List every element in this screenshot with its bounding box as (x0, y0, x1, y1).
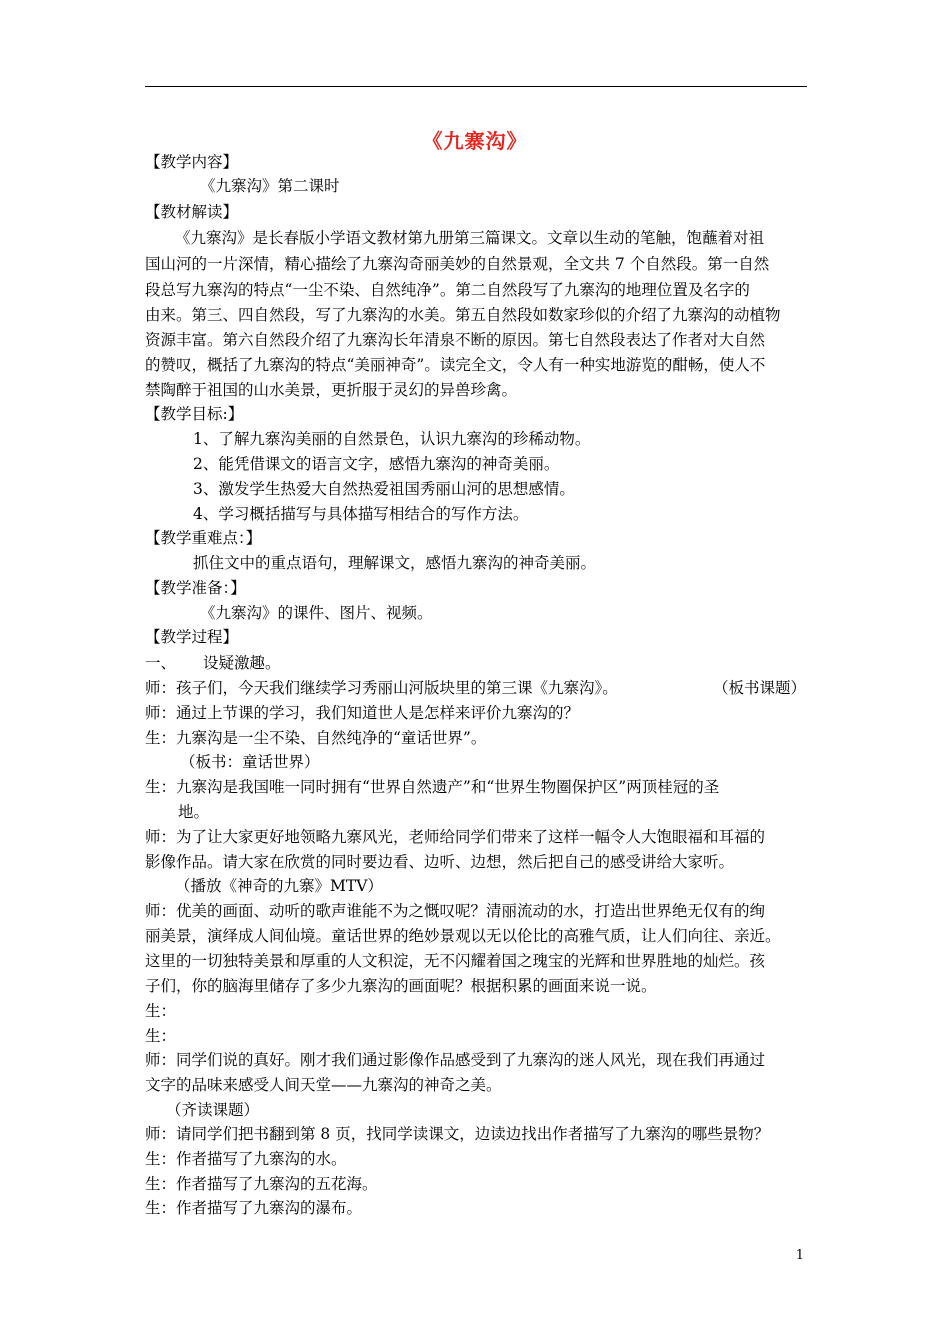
heading-keypoints: 【教学重难点：】 (145, 529, 262, 547)
heading-goals: 【教学目标:】 (145, 405, 244, 423)
goal-item: 1、了解九寨沟美丽的自然景色，认识九寨沟的珍稀动物。 (193, 430, 591, 448)
heading-material: 【教材解读】 (145, 203, 239, 221)
heading-teaching-content: 【教学内容】 (145, 153, 239, 171)
heading-preparation: 【教学准备：】 (145, 579, 246, 597)
material-line: 《九寨沟》是长春版小学语文教材第九册第三篇课文。文章以生动的笔触，饱蘸着对祖 (175, 229, 765, 247)
keypoints-text: 抓住文中的重点语句，理解课文，感悟九寨沟的神奇美丽。 (193, 554, 597, 572)
material-line: 段总写九寨沟的特点“一尘不染、自然纯净”。第二自然段写了九寨沟的地理位置及名字的 (145, 281, 750, 299)
goal-item: 2、能凭借课文的语言文字，感悟九寨沟的神奇美丽。 (193, 455, 560, 473)
material-line: 由来。第三、四自然段，写了九寨沟的水美。第五自然段如数家珍似的介绍了九寨沟的动植物 (145, 306, 781, 324)
board-note: （板书课题） (713, 679, 807, 697)
material-line: 资源丰富。第六自然段介绍了九寨沟长年清泉不断的原因。第七自然段表达了作者对大自然 (145, 331, 766, 349)
dialogue-line: 这里的一切独特美景和厚重的人文积淀，无不闪耀着国之瑰宝的光辉和世界胜地的灿烂。孩 (145, 952, 766, 970)
goal-item: 3、激发学生热爱大自然热爱祖国秀丽山河的思想感情。 (193, 480, 575, 498)
stage-direction: （播放《神奇的九寨》MTV） (175, 877, 383, 895)
dialogue-line: 生： (145, 1002, 177, 1020)
dialogue-line: 生：作者描写了九寨沟的水。 (145, 1150, 347, 1168)
dialogue-line: 师：为了让大家更好地领略九寨风光，老师给同学们带来了这样一幅令人大饱眼福和耳福的 (145, 828, 766, 846)
board-note: （板书：童话世界） (180, 753, 320, 771)
material-line: 的赞叹，概括了九寨沟的特点“美丽神奇”。读完全文，令人有一种实地游览的酣畅，使人不 (145, 356, 766, 374)
dialogue-line: 子们，你的脑海里储存了多少九寨沟的画面呢？根据积累的画面来说一说。 (145, 977, 657, 995)
header-rule (145, 86, 807, 87)
document-title: 《九寨沟》 (422, 129, 528, 153)
teaching-content-text: 《九寨沟》第二课时 (200, 177, 340, 195)
dialogue-line: 丽美景，演绎成人间仙境。童话世界的绝妙景观以无以伦比的高雅气质，让人们向往、亲近。 (145, 927, 781, 945)
dialogue-line: 生：作者描写了九寨沟的五花海。 (145, 1175, 378, 1193)
dialogue-line: 师：孩子们，今天我们继续学习秀丽山河版块里的第三课《九寨沟》。 (145, 679, 618, 697)
step-title: 设疑激趣。 (203, 654, 281, 672)
dialogue-line: 师：请同学们把书翻到第 8 页，找同学读课文，边读边找出作者描写了九寨沟的哪些景物？ (145, 1125, 770, 1143)
dialogue-line: 生： (145, 1027, 177, 1045)
dialogue-line: 师：优美的画面、动听的歌声谁能不为之慨叹呢？清丽流动的水，打造出世界绝无仅有的绚 (145, 902, 766, 920)
dialogue-line: 影像作品。请大家在欣赏的同时要边看、边听、边想，然后把自己的感受讲给大家听。 (145, 853, 735, 871)
dialogue-line: 生：九寨沟是我国唯一同时拥有“世界自然遗产”和“世界生物圈保护区”两顶桂冠的圣 (145, 778, 720, 796)
step-number: 一、 (145, 654, 177, 672)
goal-item: 4、学习概括描写与具体描写相结合的写作方法。 (193, 505, 529, 523)
material-line: 禁陶醉于祖国的山水美景，更折服于灵幻的异兽珍禽。 (145, 381, 518, 399)
heading-process: 【教学过程】 (145, 628, 239, 646)
dialogue-line: 生：九寨沟是一尘不染、自然纯净的“童话世界”。 (145, 729, 487, 747)
page-number: 1 (795, 1248, 804, 1263)
dialogue-line: 地。 (178, 803, 210, 821)
preparation-text: 《九寨沟》的课件、图片、视频。 (200, 604, 433, 622)
stage-direction: （齐读课题） (166, 1101, 260, 1119)
dialogue-line: 师：通过上节课的学习，我们知道世人是怎样来评价九寨沟的？ (145, 704, 580, 722)
dialogue-line: 文字的品味来感受人间天堂——九寨沟的神奇之美。 (145, 1076, 502, 1094)
material-line: 国山河的一片深情，精心描绘了九寨沟奇丽美妙的自然景观，全文共 7 个自然段。第一自然 (145, 255, 770, 273)
dialogue-line: 师：同学们说的真好。刚才我们通过影像作品感受到了九寨沟的迷人风光，现在我们再通过 (145, 1051, 766, 1069)
dialogue-line: 生：作者描写了九寨沟的瀑布。 (145, 1199, 363, 1217)
